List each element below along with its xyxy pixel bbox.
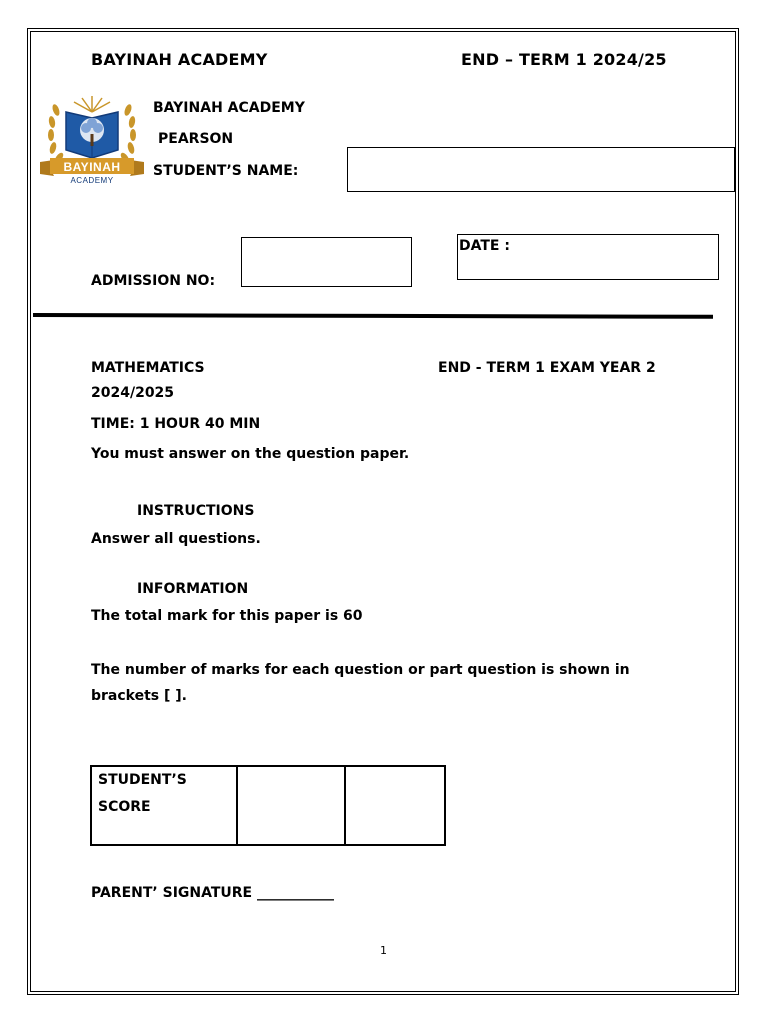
exam-time: TIME: 1 HOUR 40 MIN [91, 416, 261, 432]
student-name-label: STUDENT’S NAME: [153, 163, 299, 179]
marks-note-line1: The number of marks for each question or part question is shown in [91, 662, 630, 678]
logo-sub-text: ACADEMY [70, 176, 114, 185]
subject: MATHEMATICS [91, 360, 205, 376]
school-logo [38, 90, 146, 190]
academic-year: 2024/2025 [91, 385, 175, 401]
marks-note-line2: brackets [ ]. [91, 688, 187, 704]
exam-name: END - TERM 1 EXAM YEAR 2 [438, 360, 656, 376]
parent-signature: PARENT’ SIGNATURE ___________ [91, 885, 334, 901]
date-label: DATE : [459, 238, 510, 254]
admission-label: ADMISSION NO: [91, 273, 216, 289]
score-cell-1[interactable] [237, 766, 345, 845]
instructions-heading: INSTRUCTIONS [137, 503, 255, 519]
total-mark: The total mark for this paper is 60 [91, 608, 363, 624]
admission-field[interactable] [241, 237, 412, 287]
date-field[interactable] [457, 234, 719, 280]
page-number: 1 [380, 944, 387, 957]
info-school-name: BAYINAH ACADEMY [153, 100, 305, 116]
logo-banner-text: BAYINAH [63, 160, 121, 174]
score-label-line1: STUDENT’S [98, 772, 187, 788]
score-label-cell [91, 766, 237, 845]
instructions-text: Answer all questions. [91, 531, 261, 547]
score-cell-2[interactable] [345, 766, 445, 845]
information-heading: INFORMATION [137, 581, 249, 597]
score-label-line2: SCORE [98, 799, 151, 815]
header-exam-title: END – TERM 1 2024/25 [461, 50, 667, 69]
score-table [90, 765, 446, 846]
student-name-field[interactable] [347, 147, 735, 192]
header-school-name: BAYINAH ACADEMY [91, 50, 268, 69]
answer-note: You must answer on the question paper. [91, 446, 410, 462]
info-board: PEARSON [158, 131, 234, 147]
